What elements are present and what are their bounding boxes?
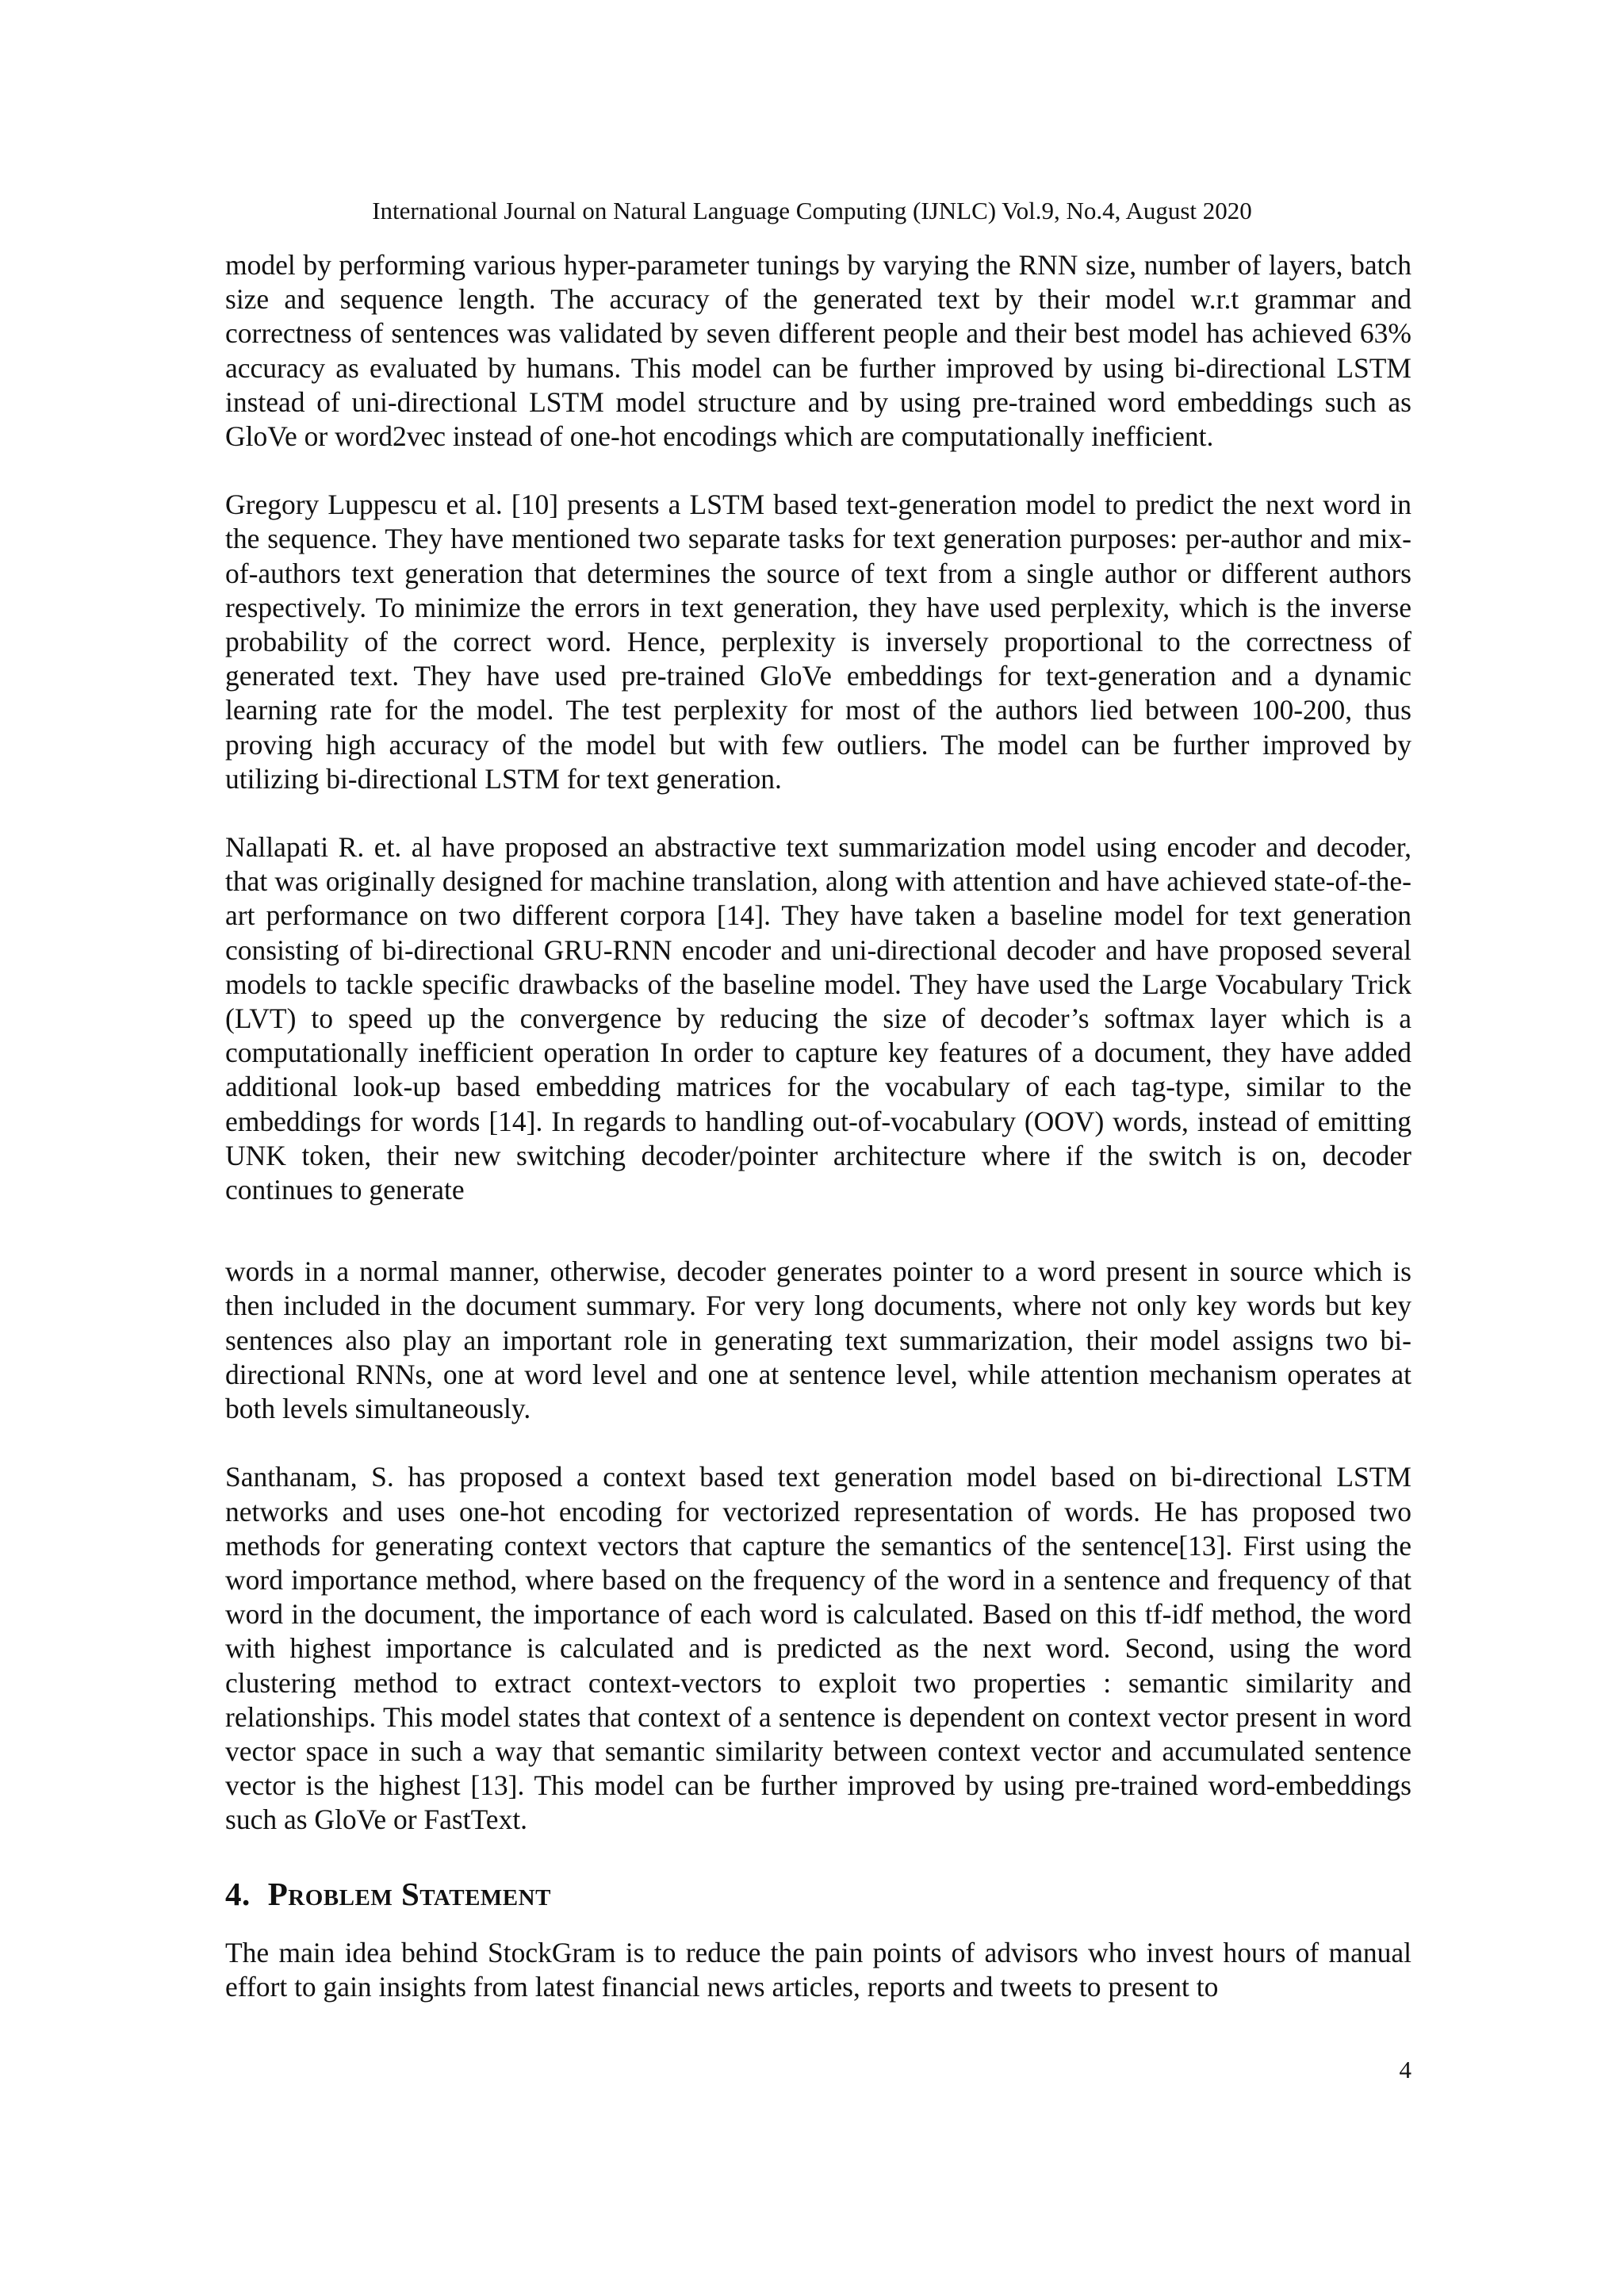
- body-paragraph: Nallapati R. et. al have proposed an abstractive text summarization model using encoder and decoder, that was originally designed for machine translation, along with attention and have achieved state-of-the-art performance on two different corpora [14]. They have taken a baseline model for text generation consisting of bi-directional GRU-RNN encoder and uni-directional decoder and have proposed several models to tackle specific drawbacks of the baseline model. They have used the Large Vocabulary Trick (LVT) to speed up the convergence by reducing the size of decoder’s softmax layer which is a computationally inefficient operation In order to capture key features of a document, they have added additional look-up based embedding matrices for the vocabulary of each tag-type, similar to the embeddings for words [14]. In regards to handling out-of-vocabulary (OOV) words, instead of emitting UNK token, their new switching decoder/pointer architecture where if the switch is on, decoder continues to generate: [225, 831, 1411, 1206]
- body-paragraph: model by performing various hyper-parameter tunings by varying the RNN size, number of layers, batch size and sequence length. The accuracy of the generated text by their model w.r.t grammar and correctness of sentences was validated by seven different people and their best model has achieved 63% accuracy as evaluated by humans. This model can be further improved by using bi-directional LSTM instead of uni-directional LSTM model structure and by using pre-trained word embeddings such as GloVe or word2vec instead of one-hot encodings which are computationally inefficient.: [225, 249, 1411, 453]
- page-body: [225, 248, 1411, 2004]
- journal-header: International Journal on Natural Language Computing (IJNLC) Vol.9, No.4, August 2020: [372, 197, 1252, 224]
- body-paragraph: Santhanam, S. has proposed a context based text generation model based on bi-directional LSTM networks and uses one-hot encoding for vectorized representation of words. He has proposed two methods for generating context vectors that capture the semantics of the sentence[13]. First using the word importance method, where based on the frequency of the word in a sentence and frequency of that word in the document, the importance of each word is calculated. Based on this tf-idf method, the word with highest importance is calculated and is predicted as the next word. Second, using the word clustering method to extract context-vectors to exploit two properties : semantic similarity and relationships. This model states that context of a sentence is dependent on context vector present in word vector space in such a way that semantic similarity between context vector and accumulated sentence vector is the highest [13]. This model can be further improved by using pre-trained word-embeddings such as GloVe or FastText.: [225, 1461, 1411, 1836]
- section-number: 4.: [225, 1875, 251, 1912]
- body-paragraph: words in a normal manner, otherwise, decoder generates pointer to a word present in source which is then included in the document summary. For very long documents, where not only key words but key sentences also play an important role in generating text summarization, their model assigns two bi-directional RNNs, one at word level and one at sentence level, while attention mechanism operates at both levels simultaneously.: [225, 1255, 1411, 1425]
- body-paragraph: The main idea behind StockGram is to reduce the pain points of advisors who invest hours of manual effort to gain insights from latest financial news articles, reports and tweets to present to: [225, 1936, 1411, 2003]
- section-title: Problem Statement: [267, 1875, 551, 1912]
- section-heading: [225, 1874, 1411, 1914]
- body-paragraph: Gregory Luppescu et al. [10] presents a LSTM based text-generation model to predict the next word in the sequence. They have mentioned two separate tasks for text generation purposes: per-author and mix-of-authors text generation that determines the source of text from a single author or different authors respectively. To minimize the errors in text generation, they have used perplexity, which is the inverse probability of the correct word. Hence, perplexity is inversely proportional to the correctness of generated text. They have used pre-trained GloVe embeddings for text-generation and a dynamic learning rate for the model. The test perplexity for most of the authors lied between 100-200, thus proving high accuracy of the model but with few outliers. The model can be further improved by utilizing bi-directional LSTM for text generation.: [225, 489, 1411, 795]
- page-number: 4: [1399, 2056, 1411, 2083]
